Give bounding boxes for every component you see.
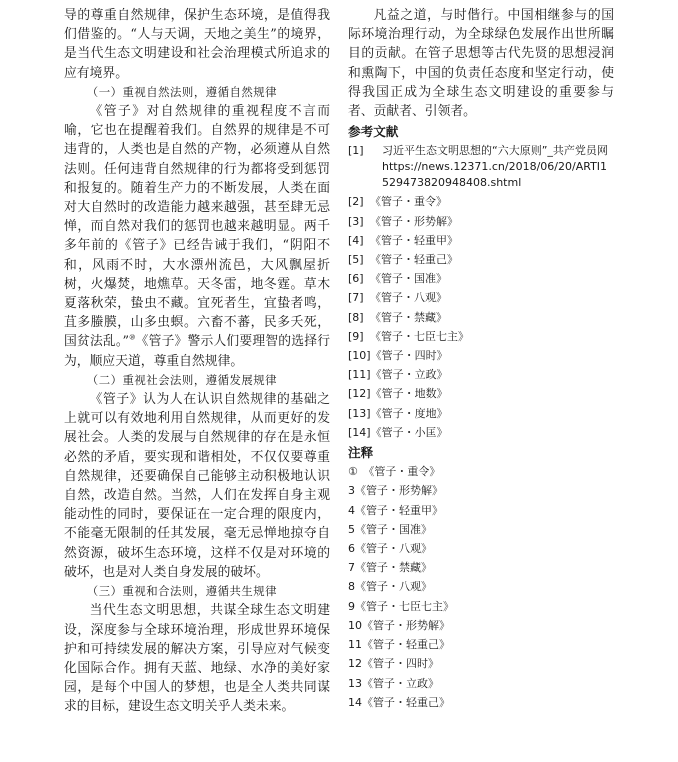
note-item: 8《管子・八观》 <box>348 580 432 594</box>
harmony-law-paragraph: 当代生态文明思想，共谋全球生态文明建设，深度参与全球环境治理，形成世界环境保护和可持续发展的解决方案，引导应对气候变化国际合作。拥有天蓝、地绿、水净的美好家园，是每个中国人的梦想，也是全人类共同谋求的目标，建设生态文明关乎人类未来。 <box>64 603 330 715</box>
note-item: 10《管子・形势解》 <box>348 618 450 632</box>
note-item: 14《管子・轻重己》 <box>348 695 450 709</box>
reference-text: 《管子・轻重甲》 <box>370 233 458 247</box>
reference-number: [7] <box>348 291 364 305</box>
reference-text: 《管子・地数》 <box>370 387 448 401</box>
notes-list <box>348 462 614 712</box>
reference-number: [6] <box>348 272 364 286</box>
reference-number: [4] <box>348 233 364 247</box>
reference-number: [14] <box>348 425 371 439</box>
reference-text: 《管子・重令》 <box>370 195 447 209</box>
reference-item <box>348 269 614 288</box>
reference-item <box>348 327 614 346</box>
reference-number: [5] <box>348 253 364 267</box>
reference-number: [12] <box>348 387 371 401</box>
reference-text: 《管子・形势解》 <box>370 214 458 228</box>
natural-law-text-end: 《管子》警示人们要理智的选择行为，顺应天道，尊重自然规律。 <box>64 334 330 369</box>
reference-text: 《管子・八观》 <box>370 291 447 305</box>
reference-item <box>348 141 614 192</box>
reference-text: 《管子・七臣七主》 <box>370 329 469 343</box>
reference-number: [13] <box>348 406 371 420</box>
reference-number: [10] <box>348 349 371 363</box>
reference-number: [1] <box>348 144 364 158</box>
reference-item <box>348 423 614 442</box>
natural-law-text: 《管子》对自然规律的重视程度不言而喻，它也在提醒着我们。自然界的规律是不可违背的，人类也是自然的产物，必须遵从自然法则。任何违背自然规律的行为都将受到惩罚和报复的。随着生产力的不断发展，人类在面对大自然时的改造能力越来越强，甚至肆无忌惮，而自然对我们的惩罚也越来越明显。两千多年前的《管子》已经告诫于我们，“阴阳不和，风雨不时，大水漂州流邑，大风飘屋折树，火爆焚，地燋草。天冬雷，地冬霆。草木夏落秋荣，蛰虫不藏。宜死者生，宜蛰者鸣，苴多螣膜，山多虫螟。六畜不蕃，民多夭死，国贫法乱。” <box>64 104 330 350</box>
reference-item <box>348 212 614 231</box>
reference-text: 《管子・四时》 <box>370 349 448 363</box>
reference-number: [9] <box>348 329 364 343</box>
note-item: 5《管子・国准》 <box>348 522 432 536</box>
reference-item <box>348 250 614 269</box>
reference-text: 《管子・轻重己》 <box>370 253 458 267</box>
intro-paragraph: 导的尊重自然规律，保护生态环境，是值得我们借鉴的。“人与天调，天地之美生”的境界，是当代生态文明建设和社会治理模式所追求的应有境界。 <box>64 8 330 81</box>
conclusion-paragraph: 凡益之道，与时偕行。中国相继参与的国际环境治理行动，为全球绿色发展作出世所瞩目的贡献。在管子思想等古代先贤的思想浸润和熏陶下，中国的负责任态度和坚定行动，使得我国正成为全球生态文明建设的重要参与者、贡献者、引领者。 <box>348 8 614 120</box>
reference-item <box>348 308 614 327</box>
section-heading-natural-law: （一）重视自然法则，遵循自然规律 <box>86 84 278 99</box>
note-item: 11《管子・轻重己》 <box>348 638 450 652</box>
notes-title: 注释 <box>348 445 374 461</box>
note-item: 9《管子・七臣七主》 <box>348 599 454 613</box>
natural-law-paragraph <box>64 102 330 371</box>
note-item: 4《管子・轻重甲》 <box>348 503 443 517</box>
reference-item <box>348 384 614 403</box>
reference-number: [3] <box>348 214 364 228</box>
note-item: 13《管子・立政》 <box>348 676 439 690</box>
note-item: 6《管子・八观》 <box>348 542 432 556</box>
reference-number: [2] <box>348 195 364 209</box>
reference-text: 《管子・国准》 <box>370 272 447 286</box>
reference-text: 《管子・小匡》 <box>370 425 448 439</box>
note-item: 12《管子・四时》 <box>348 657 439 671</box>
footnote-marker: ⑩ <box>129 334 136 343</box>
right-column <box>348 6 614 712</box>
reference-item <box>348 288 614 307</box>
left-column <box>64 6 330 717</box>
reference-text: 《管子・度地》 <box>370 406 448 420</box>
social-law-paragraph: 《管子》认为人在认识自然规律的基础之上就可以有效地利用自然规律，从而更好的发展社会。人类的发展与自然规律的存在是永恒必然的矛盾，要实现和谐相处，不仅仅要尊重自然规律，还要确保自己能够主动积极地认识自然，改造自然。当然，人们在发挥自身主观能动性的同时，要保证在一定合理的限度内，不能毫无限制的任其发展，毫无忌惮地掠夺自然资源，破坏生态环境，这样不仅是对环境的破坏，也是对人类自身发展的破坏。 <box>64 392 330 580</box>
note-item: 3《管子・形势解》 <box>348 484 443 498</box>
note-item: ① 《管子・重令》 <box>348 465 441 479</box>
reference-number: [8] <box>348 310 364 324</box>
reference-item <box>348 192 614 211</box>
references-title: 参考文献 <box>348 124 399 140</box>
reference-item <box>348 346 614 365</box>
reference-text: 习近平生态文明思想的“六大原则”_共产党员网 https://news.12371.cn/2018/06/20/ARTI1529473820948408.shtml <box>382 144 608 190</box>
reference-number: [11] <box>348 368 371 382</box>
references-list <box>348 141 614 442</box>
reference-text: 《管子・立政》 <box>370 368 448 382</box>
reference-text: 《管子・禁藏》 <box>370 310 447 324</box>
section-heading-social-law: （二）重视社会法则，遵循发展规律 <box>86 372 278 387</box>
section-heading-harmony-law: （三）重视和合法则，遵循共生规律 <box>86 584 278 599</box>
note-item: 7《管子・禁藏》 <box>348 561 432 575</box>
reference-item <box>348 365 614 384</box>
reference-item <box>348 231 614 250</box>
reference-item <box>348 404 614 423</box>
